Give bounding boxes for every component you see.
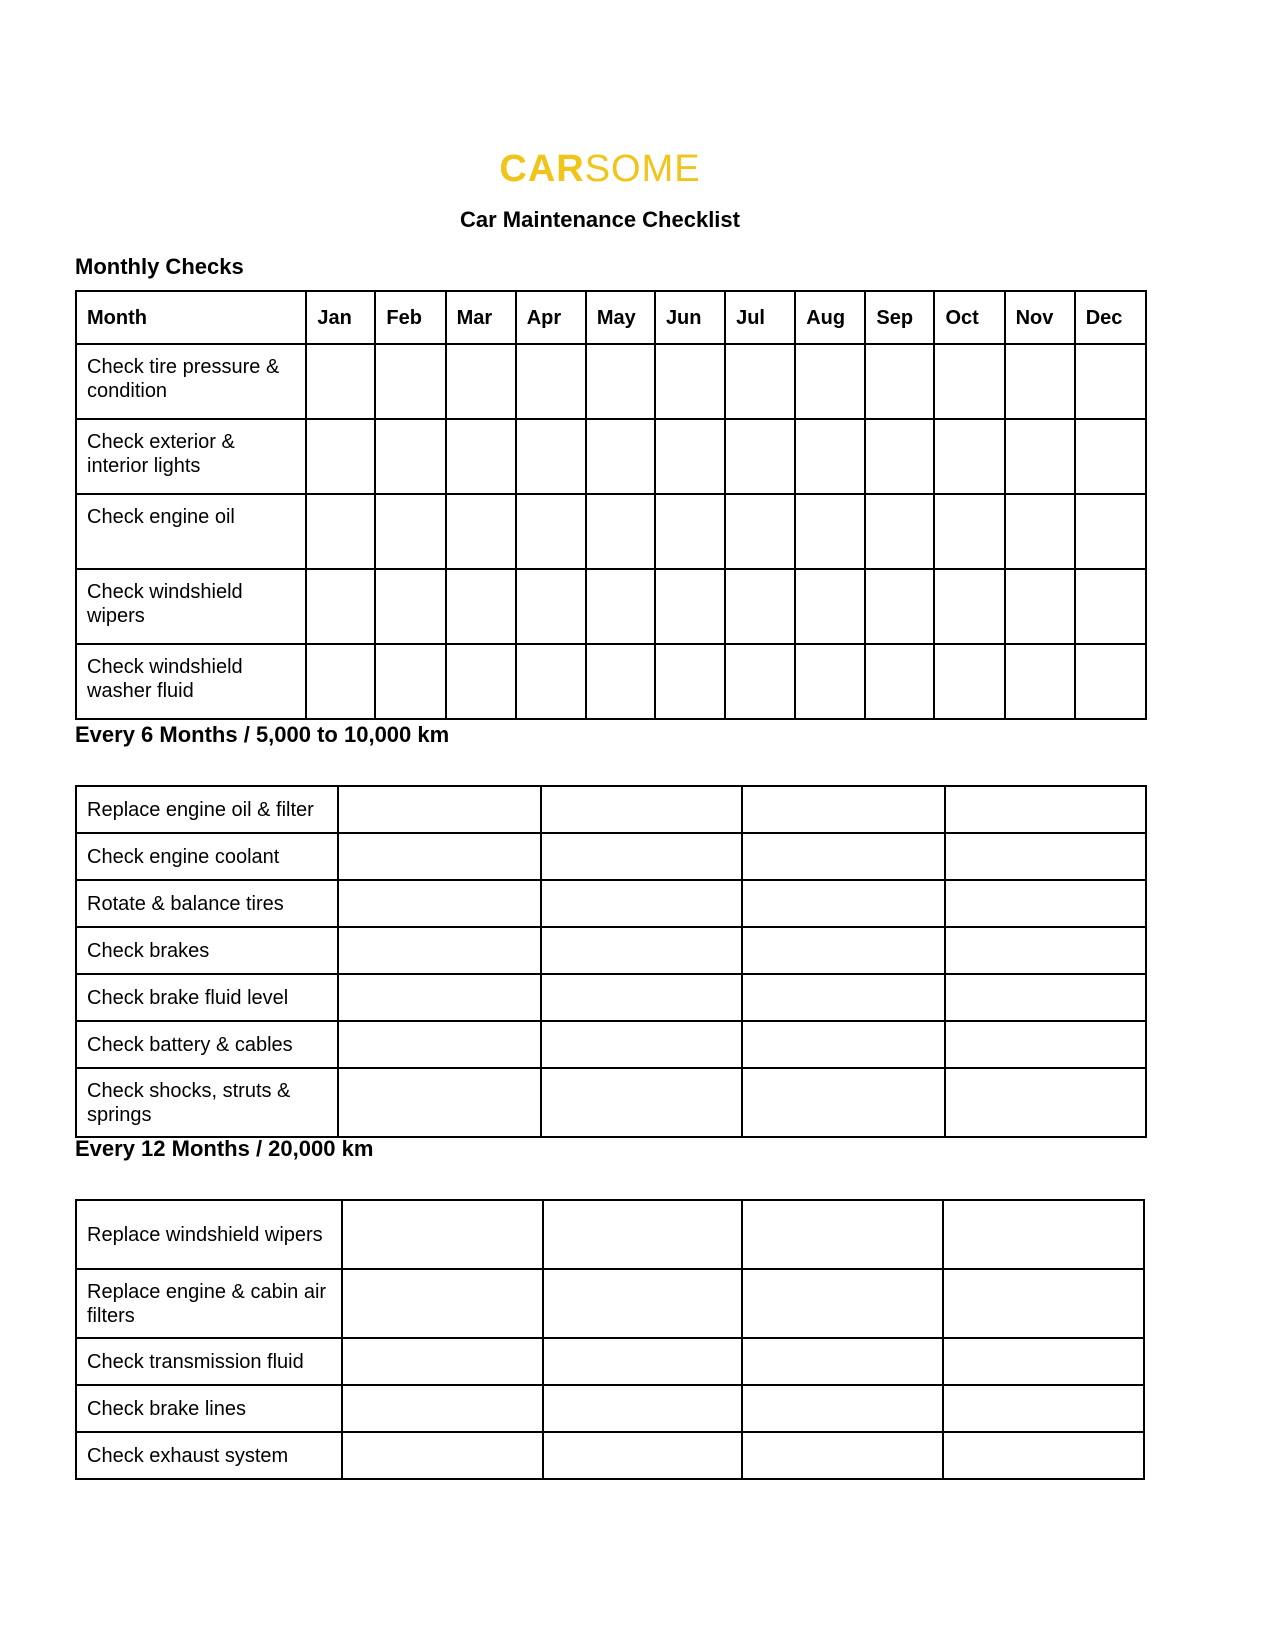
check-cell[interactable] [338, 927, 541, 974]
check-cell[interactable] [342, 1432, 543, 1479]
six-month-body [76, 786, 1146, 1137]
monthly-body [76, 344, 1146, 719]
checklist-row [76, 344, 1146, 419]
check-cell[interactable] [375, 419, 445, 494]
check-cell[interactable] [338, 974, 541, 1021]
monthly-header-row [76, 291, 1146, 344]
check-cell[interactable] [655, 569, 725, 644]
task-label: Check engine coolant [76, 833, 338, 880]
check-cell[interactable] [446, 644, 516, 719]
check-cell[interactable] [943, 1200, 1144, 1269]
month-header-oct: Oct [934, 291, 1004, 344]
check-cell[interactable] [586, 569, 655, 644]
check-cell[interactable] [543, 1200, 742, 1269]
check-cell[interactable] [586, 644, 655, 719]
month-header-aug: Aug [795, 291, 865, 344]
check-cell[interactable] [1005, 419, 1075, 494]
check-cell[interactable] [742, 1338, 943, 1385]
check-cell[interactable] [541, 786, 742, 833]
check-cell[interactable] [934, 419, 1004, 494]
check-cell[interactable] [945, 1021, 1146, 1068]
month-header-nov: Nov [1005, 291, 1075, 344]
check-cell[interactable] [725, 569, 795, 644]
carsome-logo [0, 150, 1200, 188]
check-cell[interactable] [795, 644, 865, 719]
check-cell[interactable] [516, 494, 586, 569]
check-cell[interactable] [541, 880, 742, 927]
month-header-dec: Dec [1075, 291, 1146, 344]
check-cell[interactable] [655, 494, 725, 569]
check-cell[interactable] [795, 494, 865, 569]
task-label: Check windshield wipers [76, 569, 306, 644]
check-cell[interactable] [543, 1269, 742, 1338]
check-cell[interactable] [446, 494, 516, 569]
check-cell[interactable] [725, 419, 795, 494]
check-cell[interactable] [342, 1338, 543, 1385]
check-cell[interactable] [338, 1021, 541, 1068]
task-label: Replace engine & cabin air filters [76, 1269, 342, 1338]
check-cell[interactable] [541, 974, 742, 1021]
check-cell[interactable] [655, 419, 725, 494]
check-cell[interactable] [1075, 644, 1146, 719]
check-cell[interactable] [1075, 569, 1146, 644]
check-cell[interactable] [742, 833, 945, 880]
check-cell[interactable] [541, 1068, 742, 1137]
checklist-row [76, 1385, 1144, 1432]
six-month-table [75, 785, 1147, 1138]
check-cell[interactable] [742, 1200, 943, 1269]
check-cell[interactable] [655, 344, 725, 419]
check-cell[interactable] [934, 644, 1004, 719]
month-header-jan: Jan [306, 291, 375, 344]
twelve-month-section-title: Every 12 Months / 20,000 km [75, 1136, 374, 1161]
checklist-row [76, 1068, 1146, 1137]
task-label: Check exhaust system [76, 1432, 342, 1479]
logo-part-some: SOME [584, 148, 701, 190]
checklist-row [76, 880, 1146, 927]
check-cell[interactable] [795, 569, 865, 644]
check-cell[interactable] [725, 494, 795, 569]
month-header-feb: Feb [375, 291, 445, 344]
check-cell[interactable] [943, 1385, 1144, 1432]
month-column-header: Month [76, 291, 306, 344]
check-cell[interactable] [375, 644, 445, 719]
month-header-jul: Jul [725, 291, 795, 344]
task-label: Check shocks, struts & springs [76, 1068, 338, 1137]
check-cell[interactable] [1075, 344, 1146, 419]
check-cell[interactable] [742, 786, 945, 833]
task-label: Check engine oil [76, 494, 306, 569]
check-cell[interactable] [943, 1269, 1144, 1338]
task-label: Check brakes [76, 927, 338, 974]
check-cell[interactable] [725, 644, 795, 719]
check-cell[interactable] [865, 569, 934, 644]
check-cell[interactable] [742, 1269, 943, 1338]
task-label: Rotate & balance tires [76, 880, 338, 927]
check-cell[interactable] [943, 1338, 1144, 1385]
check-cell[interactable] [742, 1068, 945, 1137]
check-cell[interactable] [945, 1068, 1146, 1137]
check-cell[interactable] [342, 1200, 543, 1269]
checklist-row [76, 644, 1146, 719]
check-cell[interactable] [543, 1338, 742, 1385]
check-cell[interactable] [306, 344, 375, 419]
month-header-sep: Sep [865, 291, 934, 344]
check-cell[interactable] [446, 419, 516, 494]
monthly-checks-table [75, 290, 1147, 720]
check-cell[interactable] [1075, 419, 1146, 494]
check-cell[interactable] [742, 927, 945, 974]
checklist-row [76, 1432, 1144, 1479]
check-cell[interactable] [375, 569, 445, 644]
check-cell[interactable] [446, 569, 516, 644]
check-cell[interactable] [338, 833, 541, 880]
page-title: Car Maintenance Checklist [460, 207, 740, 232]
check-cell[interactable] [1005, 569, 1075, 644]
check-cell[interactable] [342, 1385, 543, 1432]
six-month-section-title: Every 6 Months / 5,000 to 10,000 km [75, 722, 450, 747]
check-cell[interactable] [945, 833, 1146, 880]
check-cell[interactable] [516, 569, 586, 644]
check-cell[interactable] [945, 786, 1146, 833]
check-cell[interactable] [1005, 494, 1075, 569]
checklist-row [76, 1021, 1146, 1068]
twelve-month-body [76, 1200, 1144, 1479]
check-cell[interactable] [655, 644, 725, 719]
check-cell[interactable] [742, 974, 945, 1021]
check-cell[interactable] [945, 927, 1146, 974]
checklist-row [76, 419, 1146, 494]
checklist-row [76, 833, 1146, 880]
check-cell[interactable] [338, 880, 541, 927]
task-label: Check battery & cables [76, 1021, 338, 1068]
check-cell[interactable] [934, 569, 1004, 644]
check-cell[interactable] [586, 494, 655, 569]
check-cell[interactable] [543, 1432, 742, 1479]
task-label: Check transmission fluid [76, 1338, 342, 1385]
checklist-row [76, 1269, 1144, 1338]
check-cell[interactable] [338, 786, 541, 833]
check-cell[interactable] [586, 344, 655, 419]
check-cell[interactable] [865, 419, 934, 494]
check-cell[interactable] [1005, 344, 1075, 419]
twelve-month-table [75, 1199, 1145, 1480]
check-cell[interactable] [541, 833, 742, 880]
checklist-row [76, 974, 1146, 1021]
check-cell[interactable] [586, 419, 655, 494]
task-label: Check windshield washer fluid [76, 644, 306, 719]
check-cell[interactable] [543, 1385, 742, 1432]
check-cell[interactable] [306, 644, 375, 719]
monthly-section-title: Monthly Checks [75, 254, 244, 279]
check-cell[interactable] [742, 1385, 943, 1432]
check-cell[interactable] [742, 880, 945, 927]
task-label: Replace windshield wipers [76, 1200, 342, 1269]
checklist-row [76, 927, 1146, 974]
check-cell[interactable] [865, 494, 934, 569]
logo-part-car: CAR [499, 148, 585, 190]
checklist-row [76, 494, 1146, 569]
task-label: Check tire pressure & condition [76, 344, 306, 419]
check-cell[interactable] [342, 1269, 543, 1338]
check-cell[interactable] [725, 344, 795, 419]
check-cell[interactable] [795, 344, 865, 419]
check-cell[interactable] [945, 974, 1146, 1021]
month-header-apr: Apr [516, 291, 586, 344]
check-cell[interactable] [742, 1432, 943, 1479]
check-cell[interactable] [338, 1068, 541, 1137]
checklist-row [76, 786, 1146, 833]
check-cell[interactable] [865, 644, 934, 719]
task-label: Check brake lines [76, 1385, 342, 1432]
check-cell[interactable] [742, 1021, 945, 1068]
check-cell[interactable] [865, 344, 934, 419]
task-label: Check brake fluid level [76, 974, 338, 1021]
check-cell[interactable] [1075, 494, 1146, 569]
check-cell[interactable] [1005, 644, 1075, 719]
check-cell[interactable] [516, 419, 586, 494]
check-cell[interactable] [516, 644, 586, 719]
check-cell[interactable] [541, 1021, 742, 1068]
check-cell[interactable] [943, 1432, 1144, 1479]
checklist-row [76, 1200, 1144, 1269]
checklist-row [76, 1338, 1144, 1385]
check-cell[interactable] [306, 494, 375, 569]
task-label: Replace engine oil & filter [76, 786, 338, 833]
check-cell[interactable] [541, 927, 742, 974]
check-cell[interactable] [945, 880, 1146, 927]
check-cell[interactable] [306, 419, 375, 494]
check-cell[interactable] [795, 419, 865, 494]
check-cell[interactable] [934, 494, 1004, 569]
month-header-may: May [586, 291, 655, 344]
check-cell[interactable] [516, 344, 586, 419]
task-label: Check exterior & interior lights [76, 419, 306, 494]
check-cell[interactable] [306, 569, 375, 644]
check-cell[interactable] [375, 494, 445, 569]
month-header-mar: Mar [446, 291, 516, 344]
month-header-jun: Jun [655, 291, 725, 344]
checklist-row [76, 569, 1146, 644]
check-cell[interactable] [934, 344, 1004, 419]
check-cell[interactable] [375, 344, 445, 419]
check-cell[interactable] [446, 344, 516, 419]
